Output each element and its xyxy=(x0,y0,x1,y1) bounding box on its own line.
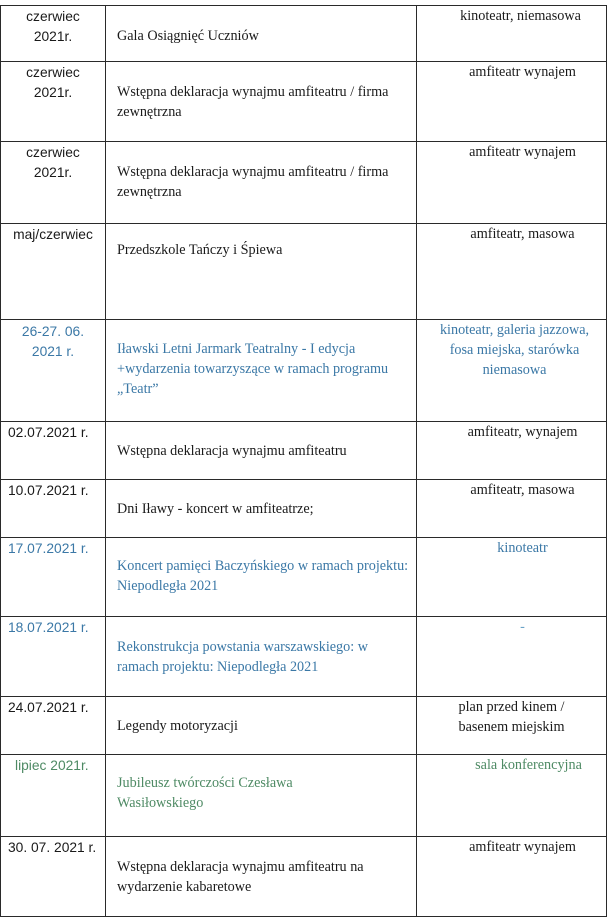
table-row xyxy=(1,480,607,538)
event-cell xyxy=(106,422,417,480)
date-text: 02.07.2021 r. xyxy=(8,425,89,440)
place-text: amfiteatr wynajem xyxy=(469,64,576,80)
table-row xyxy=(1,617,607,697)
place-text: plan przed kinem / basenem miejskim xyxy=(458,699,565,735)
place-cell xyxy=(417,617,607,697)
place-cell xyxy=(417,697,607,755)
table-row xyxy=(1,422,607,480)
event-text: Iławski Letni Jarmark Teatralny - I edycja +wydarzenia towarzyszące w ramach programu „Teatr” xyxy=(117,341,389,397)
date-text: 10.07.2021 r. xyxy=(8,483,89,498)
place-cell xyxy=(417,837,607,917)
event-cell xyxy=(106,320,417,422)
table-row xyxy=(1,538,607,617)
place-text: amfiteatr wynajem xyxy=(469,839,576,855)
place-text: amfiteatr, wynajem xyxy=(467,424,578,440)
date-cell xyxy=(1,617,106,697)
table-row xyxy=(1,62,607,142)
place-cell xyxy=(417,320,607,422)
date-text: lipiec 2021r. xyxy=(15,758,89,773)
date-text: czerwiec 2021r. xyxy=(26,9,80,44)
event-cell xyxy=(106,697,417,755)
place-text: sala konferencyjna xyxy=(475,757,582,773)
event-cell xyxy=(106,480,417,538)
place-cell xyxy=(417,480,607,538)
place-text: kinoteatr xyxy=(497,540,548,556)
event-cell xyxy=(106,142,417,224)
events-table xyxy=(0,5,607,917)
date-cell xyxy=(1,422,106,480)
date-text: 17.07.2021 r. xyxy=(8,541,89,556)
date-cell xyxy=(1,6,106,62)
event-cell xyxy=(106,837,417,917)
date-cell xyxy=(1,697,106,755)
date-cell xyxy=(1,224,106,320)
date-text: 18.07.2021 r. xyxy=(8,620,89,635)
table-row xyxy=(1,142,607,224)
date-text: maj/czerwiec xyxy=(13,227,93,242)
place-text: kinoteatr, niemasowa xyxy=(460,8,581,24)
place-text: amfiteatr, masowa xyxy=(470,226,575,242)
event-text: Gala Osiągnięć Uczniów xyxy=(117,28,259,44)
date-cell xyxy=(1,62,106,142)
table-row xyxy=(1,6,607,62)
date-text: czerwiec 2021r. xyxy=(26,65,80,100)
event-text: Jubileusz twórczości Czesława Wasiłowskiego xyxy=(117,775,293,811)
place-cell xyxy=(417,142,607,224)
event-text: Wstępna deklaracja wynajmu amfiteatru na wydarzenie kabaretowe xyxy=(117,859,364,895)
event-text: Wstępna deklaracja wynajmu amfiteatru / firma zewnętrzna xyxy=(117,84,389,120)
table-row xyxy=(1,837,607,917)
place-cell xyxy=(417,422,607,480)
place-cell xyxy=(417,755,607,837)
event-text: Wstępna deklaracja wynajmu amfiteatru xyxy=(117,443,347,459)
date-text: 26-27. 06. 2021 r. xyxy=(21,324,85,359)
place-text: - xyxy=(520,619,525,635)
place-cell xyxy=(417,62,607,142)
event-cell xyxy=(106,755,417,837)
event-cell xyxy=(106,617,417,697)
event-text: Przedszkole Tańczy i Śpiewa xyxy=(117,242,283,258)
date-cell xyxy=(1,538,106,617)
date-cell xyxy=(1,480,106,538)
table-row xyxy=(1,224,607,320)
date-text: czerwiec 2021r. xyxy=(26,145,80,180)
place-cell xyxy=(417,6,607,62)
date-text: 30. 07. 2021 r. xyxy=(8,840,97,855)
place-text: kinoteatr, galeria jazzowa, fosa miejska, starówka niemasowa xyxy=(439,322,590,378)
event-text: Koncert pamięci Baczyńskiego w ramach projektu: Niepodległa 2021 xyxy=(117,558,409,594)
place-cell xyxy=(417,224,607,320)
event-text: Rekonstrukcja powstania warszawskiego: w ramach projektu: Niepodległa 2021 xyxy=(117,639,368,675)
place-text: amfiteatr wynajem xyxy=(469,144,576,160)
event-cell xyxy=(106,62,417,142)
date-cell xyxy=(1,837,106,917)
event-text: Dni Iławy - koncert w amfiteatrze; xyxy=(117,501,314,517)
table-row xyxy=(1,697,607,755)
date-text: 24.07.2021 r. xyxy=(8,700,89,715)
place-text: amfiteatr, masowa xyxy=(470,482,575,498)
event-cell xyxy=(106,6,417,62)
date-cell xyxy=(1,755,106,837)
event-cell xyxy=(106,538,417,617)
event-cell xyxy=(106,224,417,320)
event-text: Wstępna deklaracja wynajmu amfiteatru / firma zewnętrzna xyxy=(117,164,389,200)
table-row xyxy=(1,755,607,837)
date-cell xyxy=(1,142,106,224)
date-cell xyxy=(1,320,106,422)
place-cell xyxy=(417,538,607,617)
table-row xyxy=(1,320,607,422)
event-text: Legendy motoryzacji xyxy=(117,718,238,734)
